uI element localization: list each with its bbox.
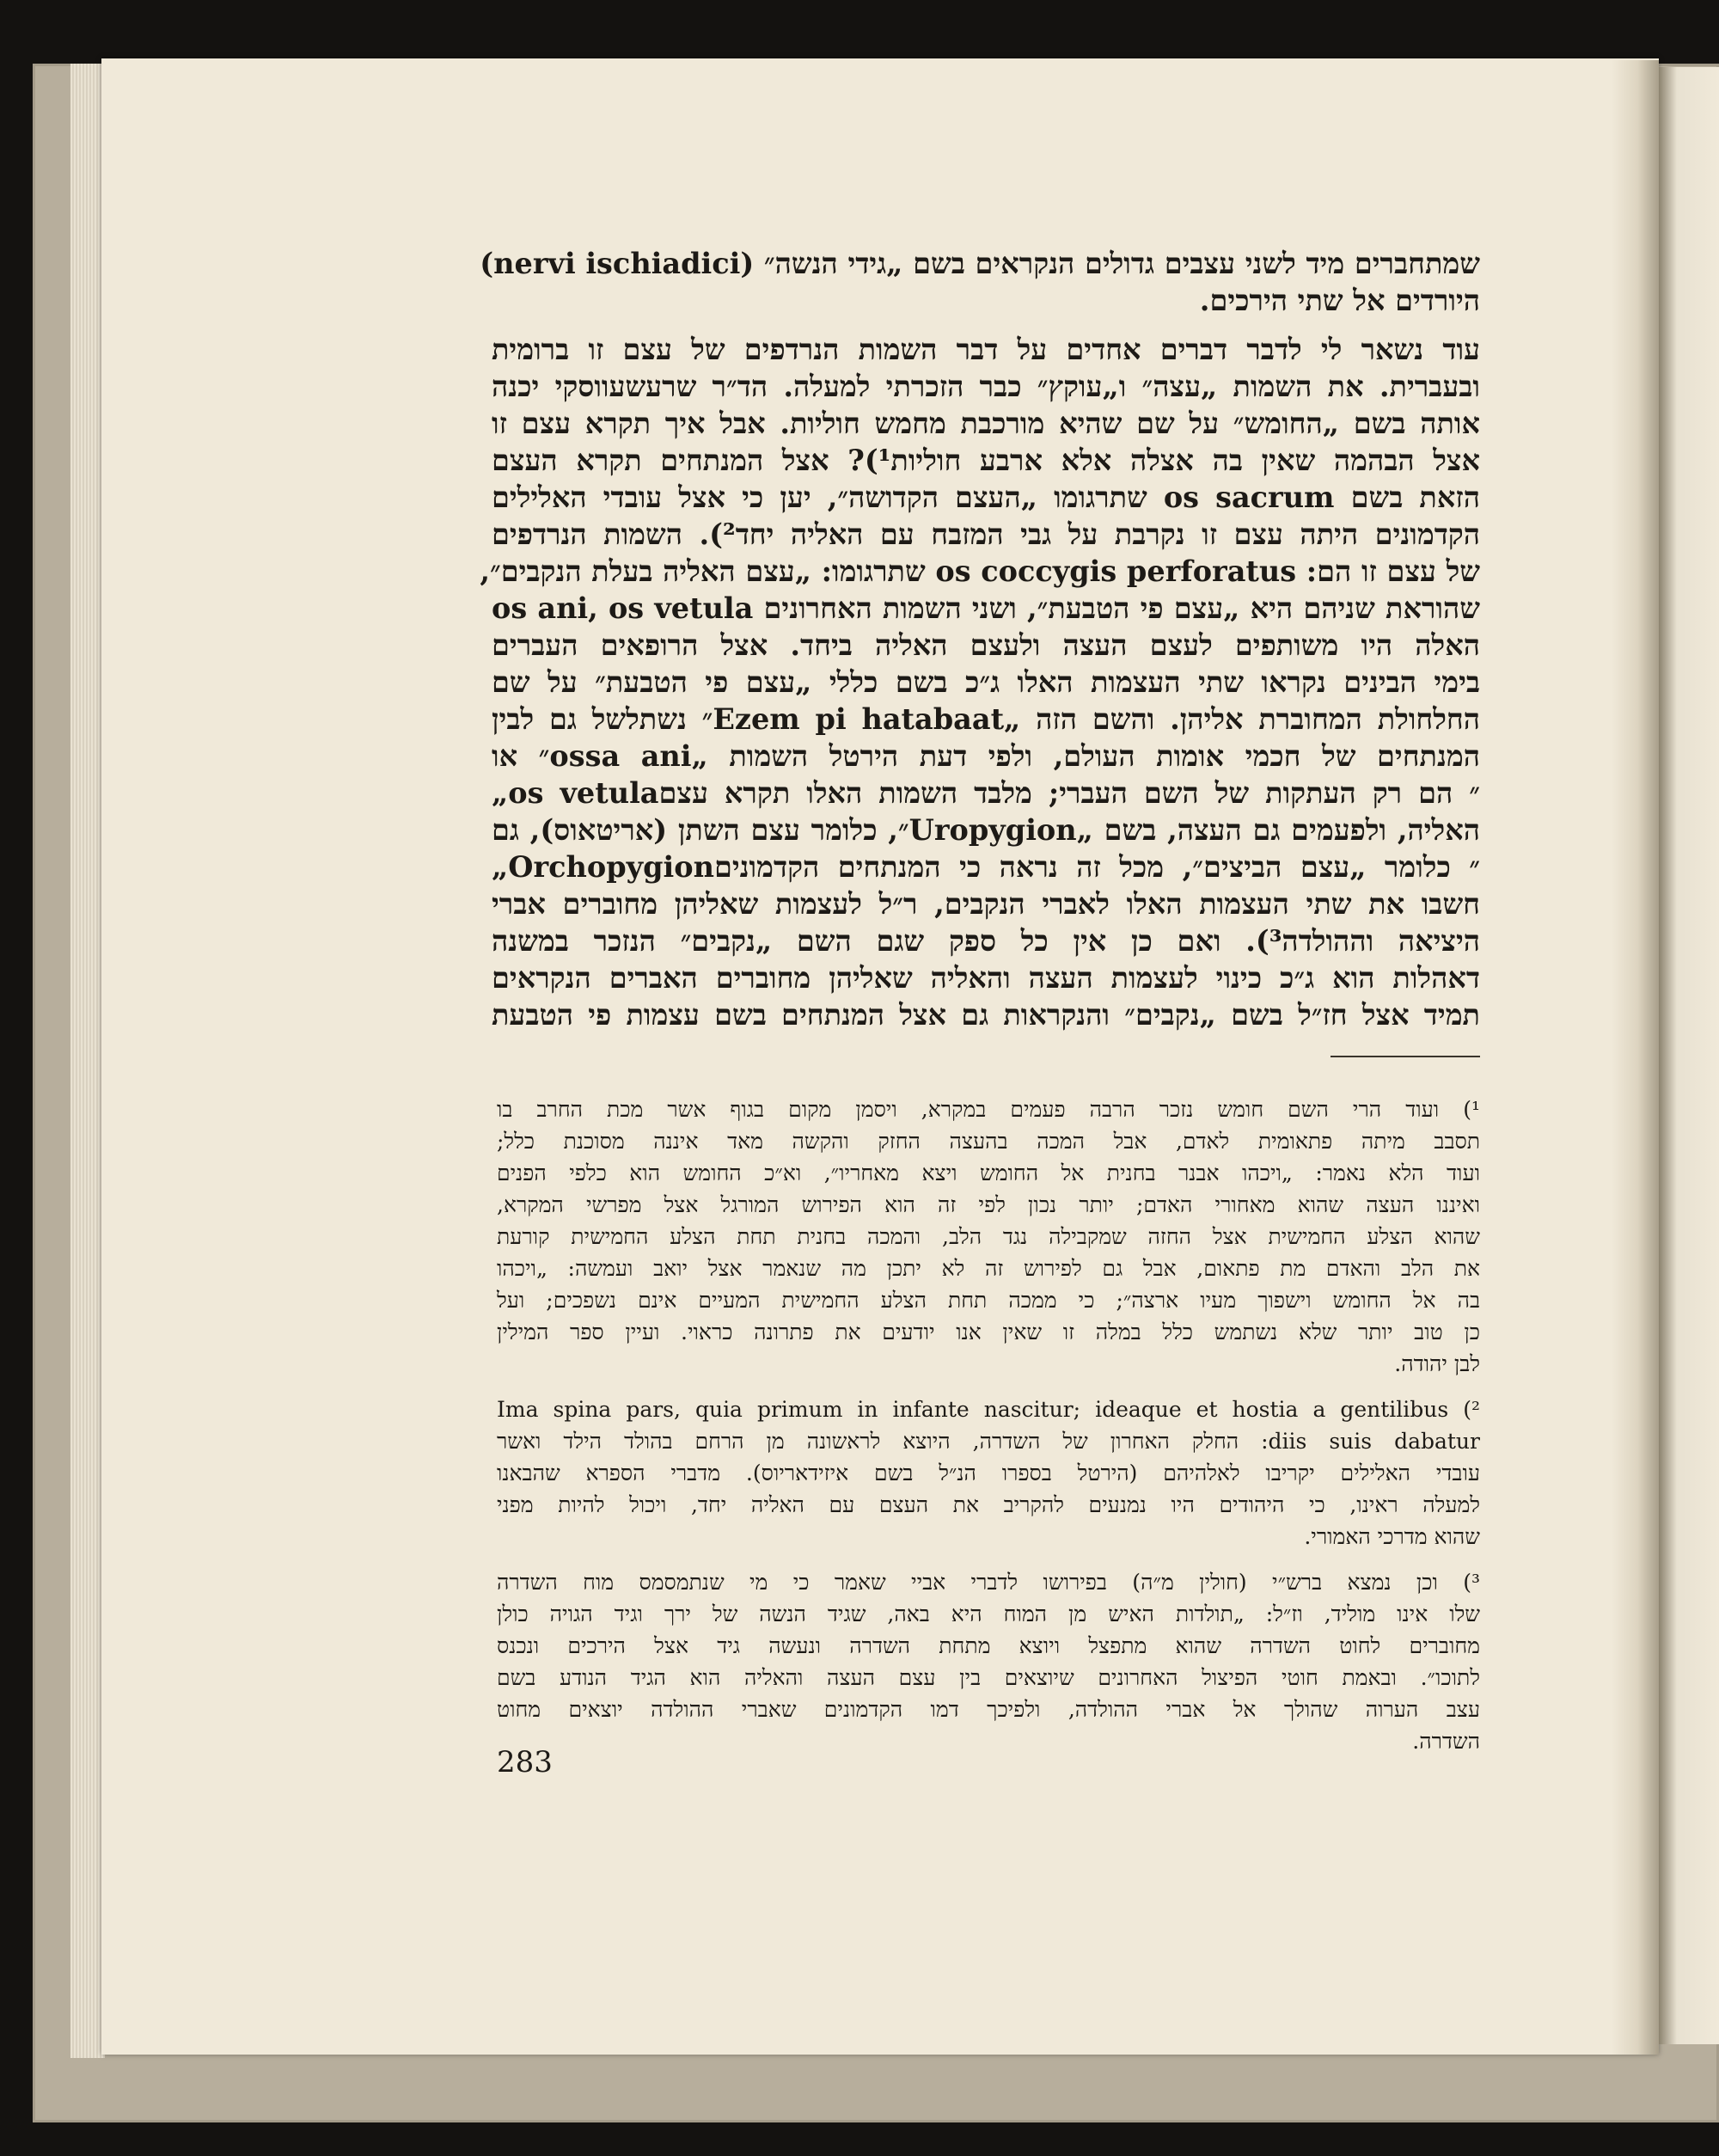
footnote-2 bbox=[497, 1393, 1480, 1553]
text-line: האליה, ולפעמים גם העצה, בשם „Uropygion״, כלומר עצם השתן (אריטאוס), גם bbox=[492, 813, 1480, 847]
footnote-line: ואיננו העצה שהוא מאחורי האדם; יותר נכון לפי זה הוא הפירוש המורגל אצל מפרשי המקרא, bbox=[497, 1192, 1480, 1217]
footnote-line: שהוא הצלע החמישית אצל החזה שמקבילה נגד הלב, והמכה בחנית תחת הצלע החמישית קורעת bbox=[497, 1224, 1481, 1249]
footnote-line: עצב הערוה שהולך אל אברי ההולדה, ולפיכך דמו הקדמונים שאברי ההולדה יוצאים מחוט bbox=[497, 1697, 1480, 1722]
text-line: „os vetula״ הם רק העתקות של השם העברי; מלבד השמות האלו תקרא עצם bbox=[492, 776, 1480, 810]
text-line: „Orchopygion״ כלומר „עצם הביצים״, מכל זה נראה כי המנתחים הקדמונים bbox=[492, 850, 1480, 884]
footnote-line: שלו אינו מוליד, וז״ל: „תולדות האיש מן המוח היא באה, שגיד הנשה של ירך וגיד הגויה כולן bbox=[497, 1602, 1480, 1626]
footnotes bbox=[497, 1093, 1480, 1757]
footnote-line: diis suis dabatur: החלק האחרון של השדרה, היוצא לראשונה מן הרחם בהולד הילד ואשר bbox=[497, 1429, 1480, 1454]
footnote-line: את הלב והאדם מת פתאום, אבל גם לפירוש זה לא יתכן מה שנאמר אצל יואב ועמשה: „ויכהו bbox=[497, 1256, 1480, 1281]
text-line: אותה בשם „החומש״ על שם שהיא מורכבת מחמש חוליות. אבל איך תקרא עצם זו bbox=[492, 407, 1480, 440]
footnote-1 bbox=[497, 1093, 1480, 1380]
text-line: עוד נשאר לי לדבר דברים אחדים על דבר השמות הנרדפים של עצם זו ברומית bbox=[492, 333, 1480, 366]
text-line: היורדים אל שתי הירכים. bbox=[1199, 284, 1480, 317]
text-line: היציאה וההולדה³). ואם כן אין כל ספק שגם השם „נקבים״ הנזכר במשנה bbox=[492, 924, 1480, 958]
text-line: המנתחים של חכמי אומות העולם, ולפי דעת הירטל השמות „ossa ani״ או bbox=[492, 739, 1480, 773]
text-line: ובעברית. את השמות „עצה״ ו„עוקץ״ כבר הזכרתי למעלה. הד״ר שרעשעווסקי יכנה bbox=[492, 370, 1480, 403]
footnote-line: תסבב מיתה פתאומית לאדם, אבל המכה בהעצה החזק והקשה מאד איננה מסוכנת כלל; bbox=[497, 1129, 1480, 1154]
footnote-line: עובדי האלילים יקריבו לאלהיהם (הירטל בספרו הנ״ל בשם איזידאריוס). מדברי הספרא שהבאנו bbox=[497, 1461, 1480, 1485]
main-text bbox=[480, 245, 1481, 1033]
text-line: של עצם זו הם: os coccygis perforatus שתרגומו: „עצם האליה בעלת הנקבים״, bbox=[480, 554, 1480, 588]
text-line: החלחולת המחוברת אליהן. והשם הזה „Ezem pi hatabaat״ נשתלשל גם לבין bbox=[492, 702, 1480, 736]
text-line: אצל הבהמה שאין בה אצלה אלא ארבע חוליות¹)? אצל המנתחים תקרא העצם bbox=[492, 444, 1480, 477]
footnote-line: מחוברים לחוט השדרה שהוא מתפצל ויוצא מתחת השדרה ונעשה גיד אצל הירכים ונכנס bbox=[497, 1633, 1480, 1658]
page-edge bbox=[70, 64, 105, 2058]
footnote-line: לתוכו״. ובאמת חוטי הפיצול האחרונים שיוצאים בין עצם העצה והאליה הוא הגיד הנודע בשם bbox=[497, 1665, 1480, 1690]
footnote-separator bbox=[1331, 1056, 1480, 1057]
footnote-line: השדרה. bbox=[1412, 1729, 1480, 1754]
footnote-line: Ima spina pars, quia primum in infante nascitur; ideaque et hostia a gentilibus (² bbox=[497, 1397, 1480, 1422]
page-number: 283 bbox=[497, 1745, 553, 1779]
text-line: האלה היו משותפים לעצם העצה ולעצם האליה ביחד. אצל הרופאים העברים bbox=[492, 628, 1480, 662]
footnote-line: לבן יהודה. bbox=[1394, 1351, 1480, 1376]
text-line: דאהלות הוא ג״כ כינוי לעצמות העצה והאליה שאליהן מחוברים האברים הנקראים bbox=[492, 961, 1480, 995]
footnote-line: ועוד הלא נאמר: „ויכהו אבנר בחנית אל החומש ויצא מאחריו״, וא״כ החומש הוא כלפי הפנים bbox=[497, 1161, 1480, 1185]
text-line: בימי הבינים נקראו שתי העצמות האלו ג״כ בשם כללי „עצם פי הטבעת״ על שם bbox=[492, 665, 1480, 699]
text-line: תמיד אצל חז״ל בשם „נקבים״ והנקראות גם אצל המנתחים בשם עצמות פי הטבעת bbox=[492, 998, 1480, 1032]
footnote-line: למעלה ראינו, כי היהודים היו נמנעים להקריב את העצם עם האליה יחד, ויכול להיות מפני bbox=[497, 1492, 1480, 1517]
footnote-line: כן טוב יותר שלא נשתמש כלל במלה זו שאין אנו יודעים את פתרונה כראוי. ועיין ספר המילין bbox=[497, 1320, 1480, 1344]
text-line: שמתחברים מיד לשני עצבים גדולים הנקראים בשם „גידי הנשה״ (nervi ischiadici) bbox=[480, 247, 1480, 280]
text-line: הזאת בשם os sacrum שתרגומו „העצם הקדושה״, יען כי אצל עובדי האלילים bbox=[492, 481, 1480, 514]
text-line: חשבו את שתי העצמות האלו לאברי הנקבים, ר״ל לעצמות שאליהן מחוברים אברי bbox=[492, 887, 1480, 921]
text-line: os ani, os vetula שהוראת שניהם היא „עצם פי הטבעת״, ושני השמות האחרונים bbox=[492, 591, 1480, 625]
footnote-line: שהוא מדרכי האמורי. bbox=[1304, 1524, 1480, 1549]
footnote-line: ¹) ועוד הרי השם חומש נזכר הרבה פעמים במקרא, ויסמן מקום בגוף אשר מכת החרב בו bbox=[497, 1097, 1480, 1122]
footnote-line: בה אל החומש וישפוך מעיו ארצה״; כי ממכה תחת הצלע החמישית המעיים אינם נשפכים; ועל bbox=[497, 1288, 1480, 1313]
book-gutter bbox=[1612, 60, 1659, 2055]
facing-page-edge bbox=[1659, 67, 1719, 2044]
text-line: הקדמונים היתה עצם זו נקרבת על גבי המזבח עם האליה יחד²). השמות הנרדפים bbox=[492, 518, 1481, 551]
footnote-3 bbox=[497, 1566, 1480, 1757]
footnote-line: ³) וכן נמצא ברש״י (חולין מ״ה) בפירושו לדברי אביי שאמר כי מי שנתמסמס מוח השדרה bbox=[497, 1570, 1480, 1595]
